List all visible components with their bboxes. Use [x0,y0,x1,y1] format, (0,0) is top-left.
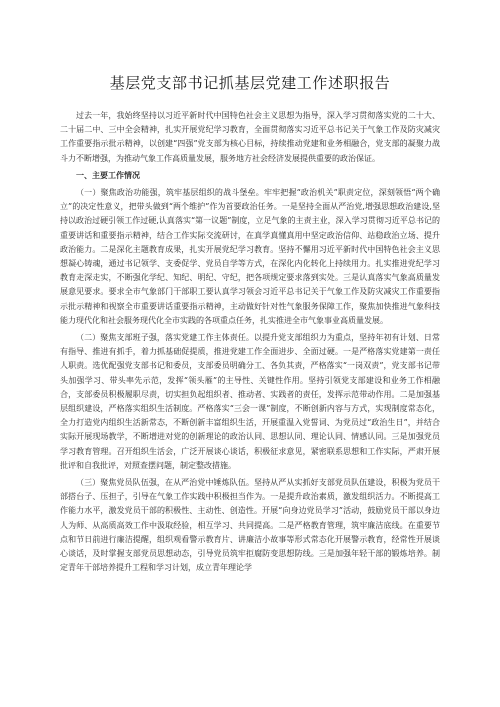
document-title: 基层党支部书记抓基层党建工作述职报告 [109,74,391,92]
body-paragraph-3: （三）聚焦党员队伍强，在从严治党中锤炼队伍。坚持从严从实抓好支部党员队伍建设，积极为党员干部搭台子、压担子，引导在气象工作实践中积极担当作为。一是提升政治素质，激发组织活力。不断提高工作能力水平，激发党员干部的积极性、主动性、创造性。开展“向身边党员学习”活动，鼓励党员干部以身边人为师、从高质高效工作中汲取经验，相互学习、共同提高。二是严格教育管理，筑牢廉洁底线。在重要节点和节日前进行廉洁提醒，组织观看警示教育片、讲廉洁小故事等形式常态化开展警示教育，经常性开展谈心谈话，及时掌握支部党员思想动态，引导党员筑牢拒腐防变思想防线。三是加强年轻干部的锻炼培养。制定青年干部培养提升工程和学习计划，成立青年理论学 [60,478,440,573]
body-paragraph-2: （二）聚焦支部班子强，落实党建工作主体责任。以提升党支部组织力为重点，坚持年初有计划、日常有指导、推进有抓手，着力抓基础促提质，推进党建工作全面进步、全面过硬。一是严格落实党建第一责任人职责。选优配强党支部书记和委员，支部委员明确分工、各负其责，严格落实“一岗双责”，党支部书记带头加强学习、带头率先示范，发挥“领头雁”的主导性、关键性作用。坚持引领党支部建设和业务工作相融合，支部委员积极履职尽责，切实担负起组织者、推动者、实践者的责任，发挥示范带动作用。二是加强基层组织建设，严格落实组织生活制度。严格落实“三会一课”制度，不断创新内容与方式，实现制度常态化，全力打造党内组织生活新常态，不断创新丰富组织生活，开展重温入党誓词、为党员过“政治生日”，并结合实际开展现场教学，不断增进对党的创新理论的政治认同、思想认同、理论认同、情感认同。三是加强党员学习教育管理。召开组织生活会，广泛开展谈心谈话，积极征求意见，紧密联系思想和工作实际，严肃开展批评和自我批评，对照查摆问题，制定整改措施。 [60,333,440,470]
section-heading: 一、主要工作情况 [76,170,140,180]
intro-paragraph: 过去一年，我始终坚持以习近平新时代中国特色社会主义思想为指导，深入学习贯彻落实党的二十大、二十届二中、三中全会精神，扎实开展党纪学习教育，全面贯彻落实习近平总书记关于气象工作及防灾减灾工作重要指示批示精神，以创建“四强”党支部为核心目标，持续推动党建和业务相融合，党支部的凝聚力战斗力不断增强，为推动气象工作高质量发展，服务地方社会经济发展提供重要的政治保证。 [60,111,440,163]
body-paragraph-1: （一）聚焦政治功能强，筑牢基层组织的战斗堡垒。牢牢把握“政治机关”职责定位，深刻领悟“两个确立”的决定性意义，把带头做到“两个维护”作为首要政治任务。一是坚持全面从严治党,增强思想政治建设,坚持以政治过硬引领工作过硬,认真落实“第一议题”制度，立足气象的主责主业，深入学习贯彻习近平总书记的重要讲话和重要指示精神，结合工作实际交流研讨，在真学真懂真用中坚定政治信仰、站稳政治立场、提升政治能力。二是深化主题教育成果，扎实开展党纪学习教育。坚持不懈用习近平新时代中国特色社会主义思想凝心铸魂，通过书记领学、支委促学、党员自学等方式，在深化内化转化上持续用力。扎实推进党纪学习教育走深走实，不断强化学纪、知纪、明纪、守纪，把各项规定要求落到实处。三是认真落实气象高质量发展意见要求。要求全市气象部门干部职工要认真学习领会习近平总书记关于气象工作及防灾减灾工作重要指示批示精神和视察全市重要讲话重要指示精神，主动做好针对性气象服务保障工作，聚焦加快推进气象科技能力现代化和社会服务现代化全市实践的各项重点任务，扎实推进全市气象事业高质量发展。 [60,188,440,325]
